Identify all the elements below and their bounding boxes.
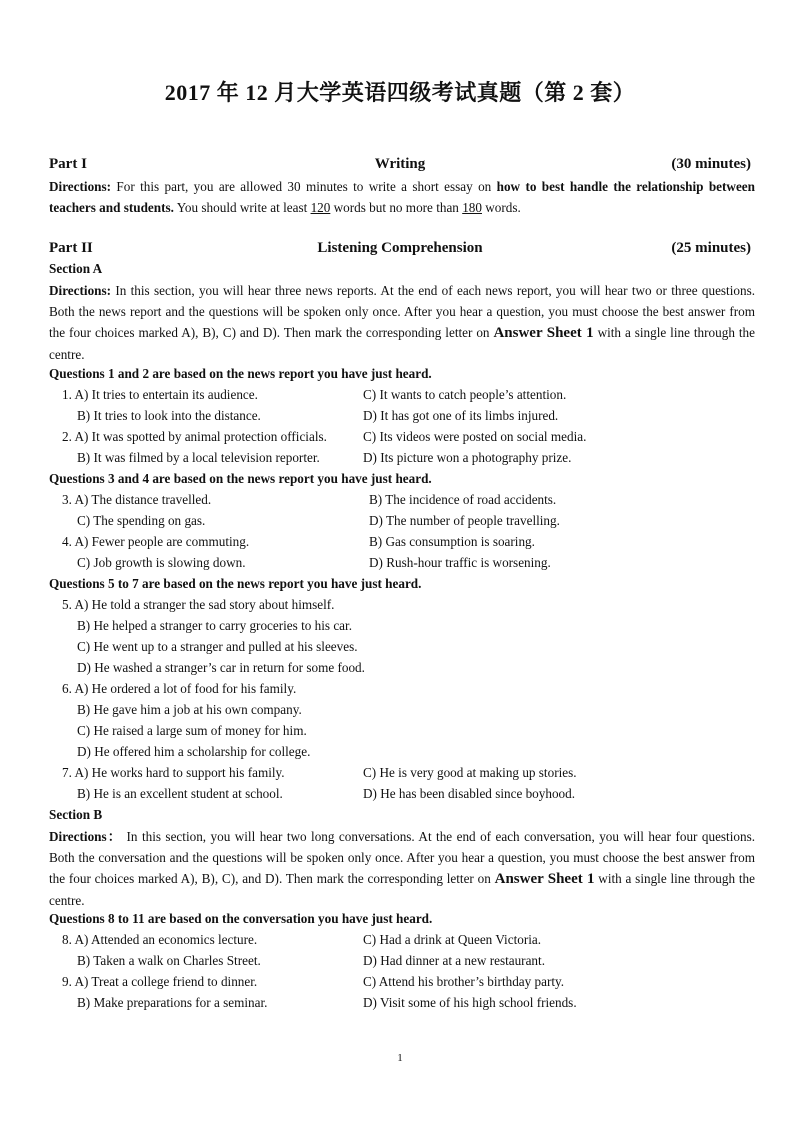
q7-option-b: B) He is an excellent student at school. xyxy=(77,786,283,801)
section-a-label: Section A xyxy=(49,261,103,276)
directions-label: Directions: xyxy=(49,283,112,298)
directions-text: You should write at least xyxy=(173,200,311,215)
directions-text: with a single line through the centre. xyxy=(49,325,755,362)
section-b-label: Section B xyxy=(49,807,103,822)
directions-text: In this section, you will hear two long conversations. At the end of each conversation, you will hear four questions. Both the conversation and the questions will be spoken only once. After you hear a question, you must choose the best answer from the four choices marked A), B), C), and D). Then mark the corresponding letter on xyxy=(49,829,756,886)
directions-text: words but no more than xyxy=(330,200,463,215)
q6-option-b: B) He gave him a job at his own company. xyxy=(77,702,302,717)
q4-option-c: C) Job growth is slowing down. xyxy=(77,555,246,570)
q7-option-c: C) He is very good at making up stories. xyxy=(363,765,577,780)
max-words: 180 xyxy=(462,200,482,215)
q1-option-b: B) It tries to look into the distance. xyxy=(77,408,261,423)
q8-option-c: C) Had a drink at Queen Victoria. xyxy=(363,932,542,947)
q1-option-c: C) It wants to catch people’s attention. xyxy=(363,387,567,402)
directions-label: Directions： xyxy=(49,829,123,844)
q6-option-a: 6. A) He ordered a lot of food for his family. xyxy=(62,681,297,696)
q5-option-c: C) He went up to a stranger and pulled at his sleeves. xyxy=(77,639,358,654)
q7-option-d: D) He has been disabled since boyhood. xyxy=(363,786,576,801)
directions-text: In this section, you will hear three news reports. At the end of each news report, you will hear two or three questions. Both the news report and the questions will be spoken only once. After you hear a question, you must choose the best answer from the four choices marked A), B), C) and D). Then mark the corresponding letter on xyxy=(49,283,755,340)
q2-option-c: C) Its videos were posted on social media. xyxy=(363,429,587,444)
q4-option-b: B) Gas consumption is soaring. xyxy=(369,534,535,549)
q6-option-c: C) He raised a large sum of money for him. xyxy=(77,723,307,738)
q8-option-a: 8. A) Attended an economics lecture. xyxy=(62,932,258,947)
q1-option-a: 1. A) It tries to entertain its audience. xyxy=(62,387,258,402)
essay-topic: how to best handle the relationship between teachers and students. xyxy=(49,179,755,215)
q2-option-a: 2. A) It was spotted by animal protection officials. xyxy=(62,429,327,444)
part1-time: (30 minutes) xyxy=(671,156,751,172)
q6-option-d: D) He offered him a scholarship for college. xyxy=(77,744,311,759)
min-words: 120 xyxy=(310,200,331,215)
questions-8-11-heading: Questions 8 to 11 are based on the conversation you have just heard. xyxy=(49,911,433,926)
directions-text: words. xyxy=(481,200,521,215)
section-b-directions xyxy=(49,826,755,911)
part2-name: Listening Comprehension xyxy=(317,240,483,256)
part2-label: Part II xyxy=(49,240,93,256)
q8-option-b: B) Taken a walk on Charles Street. xyxy=(77,953,261,968)
questions-1-2-heading: Questions 1 and 2 are based on the news report you have just heard. xyxy=(49,366,432,381)
q8-option-d: D) Had dinner at a new restaurant. xyxy=(363,953,545,968)
q5-option-a: 5. A) He told a stranger the sad story about himself. xyxy=(62,597,335,612)
q2-option-d: D) Its picture won a photography prize. xyxy=(363,450,572,465)
part1-directions xyxy=(49,176,755,218)
q9-option-d: D) Visit some of his high school friends. xyxy=(363,995,577,1010)
questions-5-7-heading: Questions 5 to 7 are based on the news report you have just heard. xyxy=(49,576,422,591)
q5-option-b: B) He helped a stranger to carry groceries to his car. xyxy=(77,618,352,633)
section-a-directions xyxy=(49,280,755,365)
answer-sheet-label: Answer Sheet 1 xyxy=(494,871,595,887)
directions-text: For this part, you are allowed 30 minutes to write a short essay on xyxy=(111,179,497,194)
directions-label: Directions: xyxy=(49,179,112,194)
q9-option-a: 9. A) Treat a college friend to dinner. xyxy=(62,974,258,989)
page-title: 2017 年 12 月大学英语四级考试真题（第 2 套） xyxy=(164,80,636,105)
q7-option-a: 7. A) He works hard to support his family. xyxy=(62,765,285,780)
answer-sheet-label: Answer Sheet 1 xyxy=(493,325,594,341)
directions-text: with a single line through the centre. xyxy=(49,871,755,908)
q3-option-d: D) The number of people travelling. xyxy=(369,513,560,528)
q4-option-d: D) Rush-hour traffic is worsening. xyxy=(369,555,551,570)
page-number: 1 xyxy=(397,1052,403,1064)
q3-option-a: 3. A) The distance travelled. xyxy=(62,492,212,507)
part1-name: Writing xyxy=(374,156,426,172)
q4-option-a: 4. A) Fewer people are commuting. xyxy=(62,534,250,549)
q9-option-b: B) Make preparations for a seminar. xyxy=(77,995,268,1010)
q3-option-b: B) The incidence of road accidents. xyxy=(369,492,557,507)
part1-label: Part I xyxy=(49,156,87,172)
part2-time: (25 minutes) xyxy=(671,240,751,256)
q3-option-c: C) The spending on gas. xyxy=(77,513,206,528)
q9-option-c: C) Attend his brother’s birthday party. xyxy=(363,974,565,989)
q5-option-d: D) He washed a stranger’s car in return for some food. xyxy=(77,660,365,675)
q1-option-d: D) It has got one of its limbs injured. xyxy=(363,408,559,423)
q2-option-b: B) It was filmed by a local television reporter. xyxy=(77,450,320,465)
questions-3-4-heading: Questions 3 and 4 are based on the news report you have just heard. xyxy=(49,471,432,486)
